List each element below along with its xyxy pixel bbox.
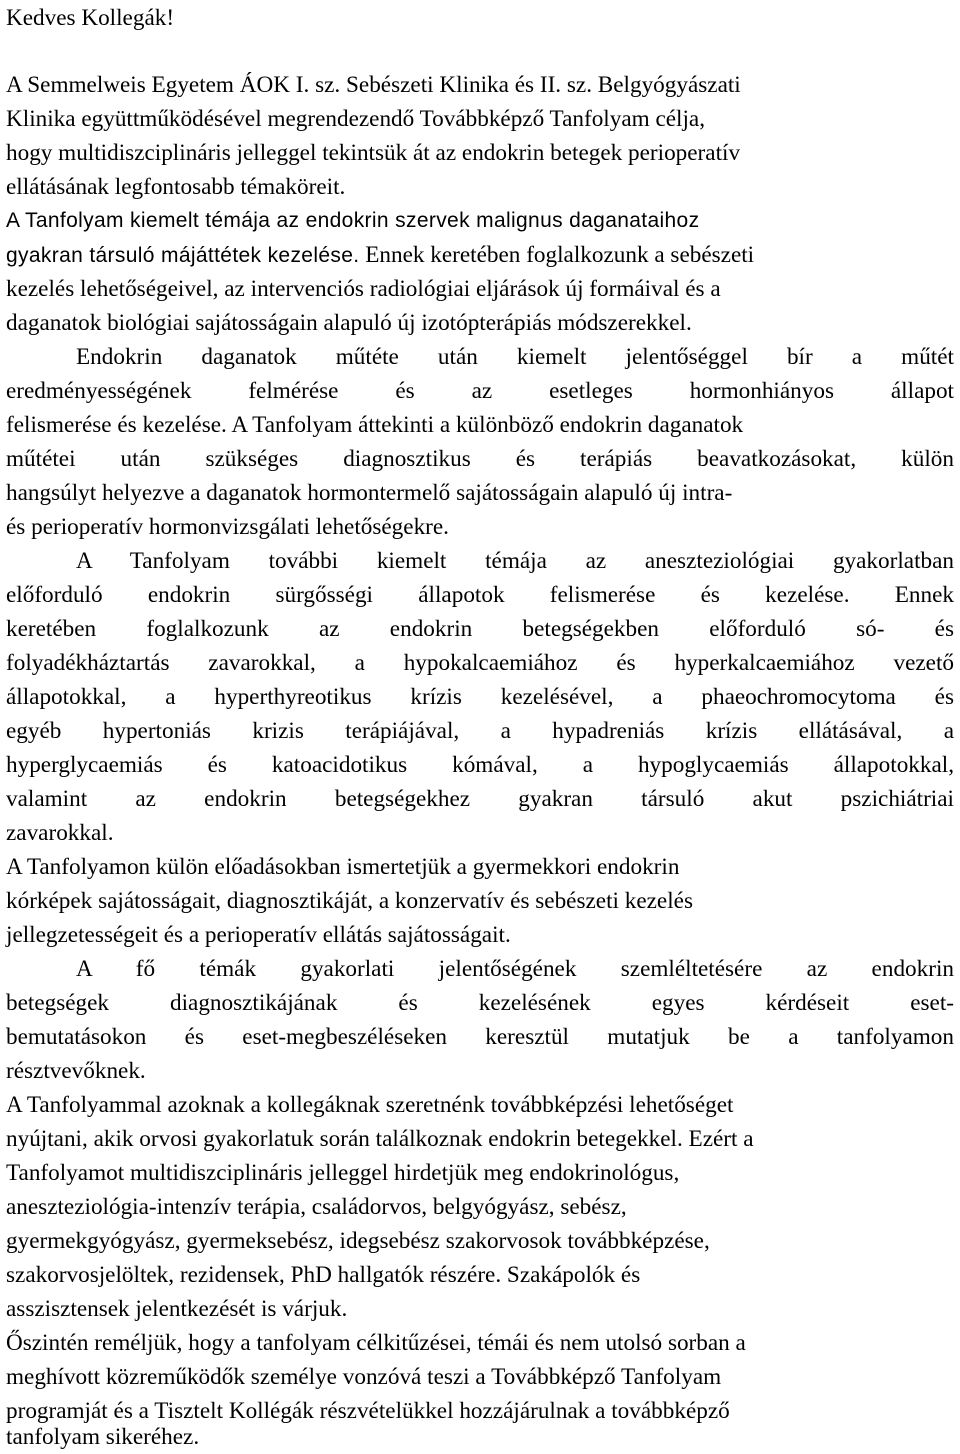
text-line: jellegzetességeit és a perioperatív ellátás sajátosságait. [6, 922, 511, 948]
text-line [6, 238, 754, 273]
text-line: gyermekgyógyász, gyermeksebész, idegsebész szakorvosok továbbképzése, [6, 1228, 710, 1254]
text-line: nyújtani, akik orvosi gyakorlatuk során találkoznak endokrin betegekkel. Ezért a [6, 1126, 754, 1152]
text-line: A fő témák gyakorlati jelentőségének szemléltetésére az endokrin [76, 956, 954, 982]
text-segment: felismerése és kezelése. [6, 412, 227, 438]
text-line: A Semmelweis Egyetem ÁOK I. sz. Sebészeti Klinika és II. sz. Belgyógyászati [6, 72, 741, 98]
text-line: A Tanfolyam kiemelt témája az endokrin szervek malignus daganataihoz [6, 209, 700, 232]
text-line: tanfolyam sikeréhez. [6, 1424, 200, 1450]
text-line: zavarokkal. [6, 820, 114, 846]
text-segment: Ennek keretében foglalkozunk a sebészeti [359, 242, 755, 268]
text-line: ellátásának legfontosabb témaköreit. [6, 174, 346, 200]
text-line: hangsúlyt helyezve a daganatok hormontermelő sajátosságain alapuló új intra- [6, 480, 733, 506]
text-line: eredményességének felmérése és az esetleges hormonhiányos állapot [6, 378, 954, 404]
text-line: valamint az endokrin betegségekhez gyakran társuló akut pszichiátriai [6, 786, 954, 812]
text-line: Klinika együttműködésével megrendezendő Továbbképző Tanfolyam célja, [6, 106, 706, 132]
text-line: előforduló endokrin sürgősségi állapotok felismerése és kezelése. Ennek [6, 582, 954, 608]
text-line: Endokrin daganatok műtéte után kiemelt jelentőséggel bír a műtét [76, 344, 954, 370]
text-line: hogy multidiszciplináris jelleggel tekintsük át az endokrin betegek perioperatív [6, 140, 741, 166]
greeting: Kedves Kollegák! [6, 5, 175, 31]
text-line: szakorvosjelöltek, rezidensek, PhD hallgatók részére. Szakápolók és [6, 1262, 641, 1288]
text-line: daganatok biológiai sajátosságain alapuló új izotópterápiás módszerekkel. [6, 310, 692, 336]
text-line: A Tanfolyamon külön előadásokban ismertetjük a gyermekkori endokrin [6, 854, 680, 880]
text-line: műtétei után szükséges diagnosztikus és terápiás beavatkozásokat, külön [6, 446, 954, 472]
text-line: Tanfolyamot multidiszciplináris jelleggel hirdetjük meg endokrinológus, [6, 1160, 680, 1186]
text-line [6, 408, 743, 442]
text-line: Őszintén reméljük, hogy a tanfolyam célkitűzései, témái és nem utolsó sorban a [6, 1330, 746, 1356]
text-line: aneszteziológia-intenzív terápia, családorvos, belgyógyász, sebész, [6, 1194, 627, 1220]
text-line: és perioperatív hormonvizsgálati lehetőségekre. [6, 514, 449, 540]
text-line: keretében foglalkozunk az endokrin betegségekben előforduló só- és [6, 616, 954, 642]
text-line: A Tanfolyam további kiemelt témája az aneszteziológiai gyakorlatban [76, 548, 954, 574]
text-line: meghívott közreműködők személye vonzóvá teszi a Továbbképző Tanfolyam [6, 1364, 722, 1390]
text-line: résztvevőknek. [6, 1058, 146, 1084]
text-segment: gyakran társuló májáttétek kezelése. [6, 244, 360, 267]
text-segment: A Tanfolyam áttekinti a különböző endokrin daganatok [226, 412, 744, 438]
text-line: kezelés lehetőségeivel, az intervenciós radiológiai eljárások új formáival és a [6, 276, 721, 302]
text-line: A Tanfolyammal azoknak a kollegáknak szeretnénk továbbképzési lehetőséget [6, 1092, 734, 1118]
text-line: programját és a Tisztelt Kollégák részvételükkel hozzájárulnak a továbbképző [6, 1398, 730, 1424]
text-line: egyéb hypertoniás krizis terápiájával, a hypadreniás krízis ellátásával, a [6, 718, 954, 744]
text-line: hyperglycaemiás és katoacidotikus kómával, a hypoglycaemiás állapotokkal, [6, 752, 954, 778]
text-line: bemutatásokon és eset-megbeszéléseken keresztül mutatjuk be a tanfolyamon [6, 1024, 954, 1050]
text-line: asszisztensek jelentkezését is várjuk. [6, 1296, 348, 1322]
text-line: folyadékháztartás zavarokkal, a hypokalcaemiához és hyperkalcaemiához vezető [6, 650, 954, 676]
text-line: betegségek diagnosztikájának és kezelésének egyes kérdéseit eset- [6, 990, 954, 1016]
text-line: állapotokkal, a hyperthyreotikus krízis kezelésével, a phaeochromocytoma és [6, 684, 954, 710]
text-line: kórképek sajátosságait, diagnosztikáját, a konzervatív és sebészeti kezelés [6, 888, 693, 914]
